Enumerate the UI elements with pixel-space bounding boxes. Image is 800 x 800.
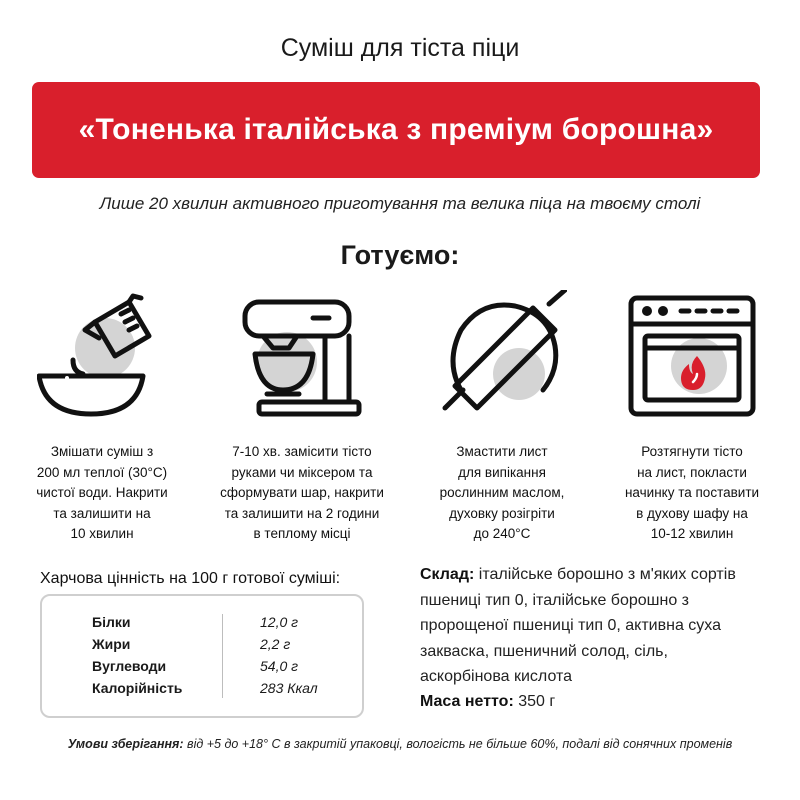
step-4-line: на лист, покласти xyxy=(637,464,747,480)
composition-line: закваска, пшеничний солод, сіль, xyxy=(420,642,668,660)
oven-icon xyxy=(627,290,757,420)
tagline: Лише 20 хвилин активного приготування та велика піца на твоєму столі xyxy=(99,194,701,213)
step-2-line: сформувати шар, накрити xyxy=(220,485,384,500)
composition-label: Склад: xyxy=(420,566,475,583)
composition xyxy=(420,562,780,690)
product-title: Суміш для тіста піци xyxy=(280,34,520,62)
nutrient-name: Калорійність xyxy=(92,680,183,696)
step-2-line: руками чи міксером та xyxy=(231,464,373,480)
nutrient-value: 2,2 г xyxy=(260,636,291,652)
composition-text: італійське борошно з м'яких сортів xyxy=(474,566,736,583)
step-1-line: чистої води. Накрити xyxy=(36,485,168,500)
banner-text: «Тоненька італійська з преміум борошна» xyxy=(78,113,714,146)
nutrient-value: 12,0 г xyxy=(260,614,299,630)
section-heading: Готуємо: xyxy=(340,240,460,270)
nutrient-name: Білки xyxy=(92,614,131,630)
nutrition-row xyxy=(92,636,342,658)
step-3-line: до 240°C xyxy=(473,526,531,541)
step-4-line: в духову шафу на xyxy=(636,505,748,521)
rolling-pin-icon xyxy=(437,290,567,420)
step-1-line: 10 хвилин xyxy=(70,526,134,541)
storage-text: від +5 до +18° С в закритій упаковці, вологість не більше 60%, подалі від сонячних променів xyxy=(183,737,733,751)
step-3-line: рослинним маслом, xyxy=(439,485,565,500)
storage-conditions xyxy=(0,737,800,751)
nutrition-table xyxy=(40,594,364,718)
composition-line: пшениці тип 0, італійське борошно з xyxy=(420,591,689,609)
step-3 xyxy=(412,290,592,545)
step-2-line: та залишити на 2 години xyxy=(224,505,380,521)
step-1-line: 200 мл теплої (30°C) xyxy=(36,464,168,480)
composition-line: аскорбінова кислота xyxy=(420,668,573,685)
measuring-jug-bowl-icon xyxy=(37,290,167,420)
composition-line: пророщеної пшениці тип 0, активна суха xyxy=(420,617,722,634)
stand-mixer-icon xyxy=(237,290,367,420)
nutrient-name: Вуглеводи xyxy=(92,658,167,674)
step-2-line: в теплому місці xyxy=(253,526,351,541)
net-mass-label: Маса нетто: xyxy=(420,693,514,710)
step-3-line: духовку розігріти xyxy=(449,505,555,521)
nutrition-heading: Харчова цінність на 100 г готової суміші: xyxy=(40,570,341,587)
step-4-line: Розтягнути тісто xyxy=(641,444,743,459)
nutrition-row xyxy=(92,614,342,636)
step-4-line: 10-12 хвилин xyxy=(650,526,734,541)
product-name-banner xyxy=(32,82,760,178)
step-4 xyxy=(602,290,782,545)
step-4-line: начинку та поставити xyxy=(624,485,760,500)
nutrition-row xyxy=(92,658,342,680)
step-1 xyxy=(12,290,192,545)
nutrient-value: 54,0 г xyxy=(260,658,299,674)
net-mass xyxy=(420,693,555,711)
nutrient-value: 283 Ккал xyxy=(260,680,318,696)
nutrition-row xyxy=(92,680,342,702)
storage-label: Умови зберігання: xyxy=(67,737,184,751)
step-1-line: та залишити на xyxy=(53,505,151,521)
step-1-line: Змішати суміш з xyxy=(50,444,154,459)
step-2-line: 7-10 хв. замісити тісто xyxy=(232,444,372,459)
net-mass-value: 350 г xyxy=(513,693,556,710)
composition-line xyxy=(420,562,780,588)
nutrient-name: Жири xyxy=(92,636,131,652)
step-3-line: Змастити лист xyxy=(456,444,548,459)
step-3-line: для випікання xyxy=(458,464,546,480)
step-2 xyxy=(212,290,392,545)
